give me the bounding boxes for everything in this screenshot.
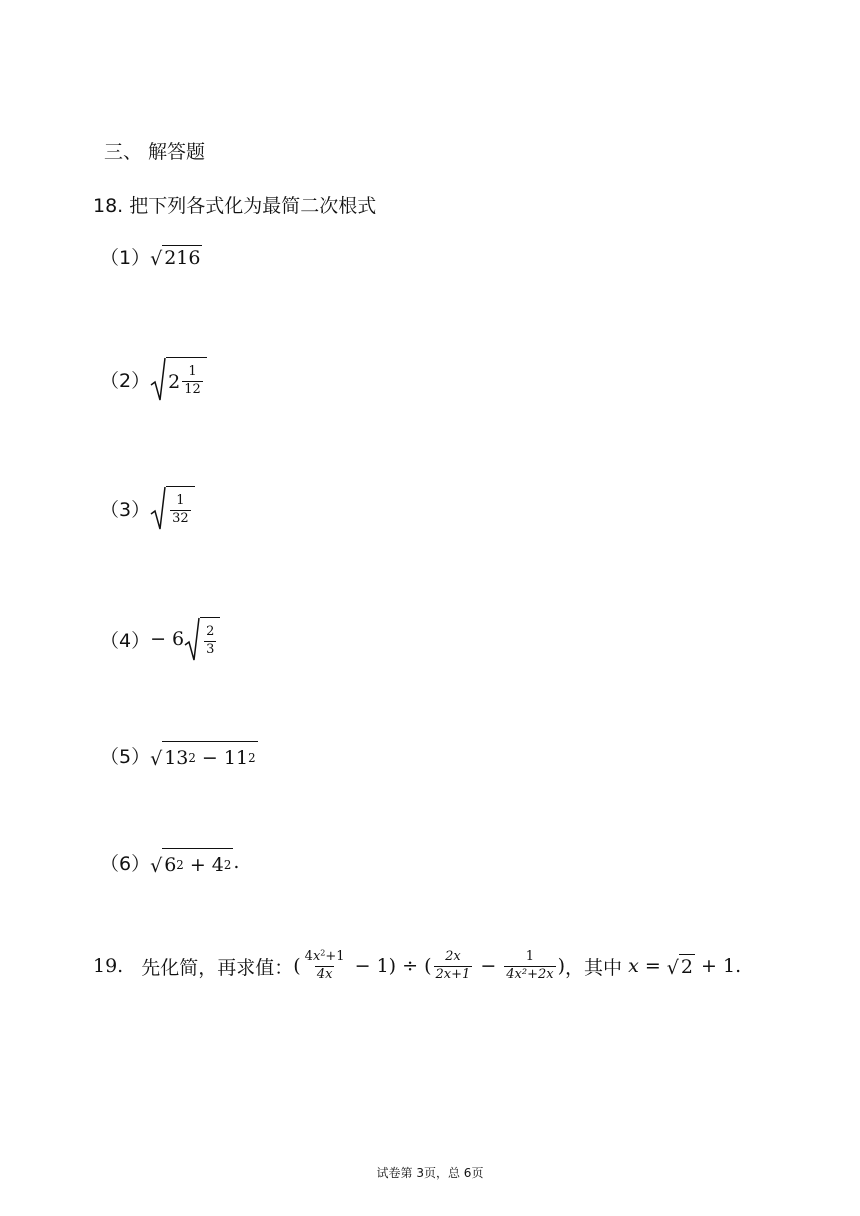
operator: −	[195, 747, 224, 769]
q18-item-1	[100, 243, 202, 270]
base-a: 6	[164, 854, 177, 876]
radical-sign-icon: √	[666, 957, 679, 980]
plus-one: + 1.	[694, 955, 742, 978]
radical-sign-icon: √	[150, 247, 163, 270]
minus-one: − 1)	[348, 955, 397, 978]
radical-sign-icon: √	[150, 748, 163, 770]
close-paren: )	[557, 955, 566, 978]
radicand	[166, 486, 195, 530]
radicand	[166, 357, 207, 401]
numerator: $4x^2+1$	[304, 948, 345, 964]
page-footer: 试卷第 3页，总 6页	[376, 1166, 484, 1180]
fraction	[182, 365, 203, 398]
radicand: 6 2 + 4 2	[162, 848, 233, 876]
fraction	[204, 625, 216, 658]
item-number: （3）	[100, 498, 151, 521]
square-root	[150, 245, 202, 269]
q18-item-2	[100, 357, 207, 401]
minus: −	[474, 955, 503, 978]
numerator: 2x	[445, 949, 461, 964]
fraction-3	[504, 950, 555, 983]
radical-sign-icon	[184, 617, 200, 661]
coefficient: − 6	[150, 628, 185, 650]
fraction-2	[434, 950, 473, 983]
equals: =	[638, 955, 667, 978]
whole-part: 2	[168, 370, 181, 393]
section-heading: 三、 解答题	[104, 141, 206, 163]
radicand: 2	[680, 956, 693, 979]
base-b: 4	[211, 854, 224, 876]
item-number: （6）	[100, 852, 151, 875]
item-number: （5）	[100, 745, 151, 768]
square-root	[150, 486, 195, 530]
denominator: 2x+1	[435, 966, 471, 982]
radical-sign-icon: √	[150, 855, 163, 877]
instruction: 先化简，再求值：	[141, 956, 294, 979]
radicand: 216	[164, 246, 201, 269]
radical-sign-icon	[150, 357, 166, 401]
operator: +	[183, 854, 212, 876]
radicand	[200, 617, 220, 661]
q18-item-3	[100, 486, 195, 530]
divide: ÷ (	[396, 955, 432, 978]
denominator: 4x²+2x	[506, 966, 554, 982]
numerator: 1	[188, 364, 197, 380]
open-paren: (	[293, 955, 301, 978]
base-b: 11	[223, 747, 249, 769]
item-number: （4）	[100, 629, 151, 652]
square-root	[150, 741, 257, 769]
denominator: 4x	[316, 966, 333, 982]
q18-item-5	[100, 741, 258, 769]
square-root	[667, 954, 695, 978]
radical-sign-icon	[150, 486, 166, 530]
numerator: 1	[525, 949, 535, 964]
denominator: 12	[184, 382, 201, 397]
question-19	[93, 950, 741, 983]
square-root	[150, 848, 233, 876]
question-number: 19.	[93, 955, 124, 978]
condition-text: ，其中	[565, 956, 629, 979]
question-18-stem: 18. 把下列各式化为最简二次根式	[93, 195, 377, 217]
item-number: （2）	[100, 369, 151, 392]
q18-item-6	[100, 848, 239, 876]
variable-x: x	[628, 955, 639, 978]
numerator: 1	[176, 493, 185, 509]
square-root	[150, 357, 207, 401]
fraction	[170, 494, 191, 527]
square-root	[184, 617, 220, 661]
denominator: 32	[172, 511, 189, 526]
numerator: 2	[206, 624, 215, 640]
item-number: （1）	[100, 247, 151, 269]
radicand: 13 2 − 11 2	[162, 741, 257, 769]
q18-item-4	[100, 617, 220, 661]
base-a: 13	[164, 747, 189, 769]
fraction-1	[303, 950, 347, 983]
period: .	[233, 851, 240, 873]
denominator: 3	[206, 642, 215, 657]
